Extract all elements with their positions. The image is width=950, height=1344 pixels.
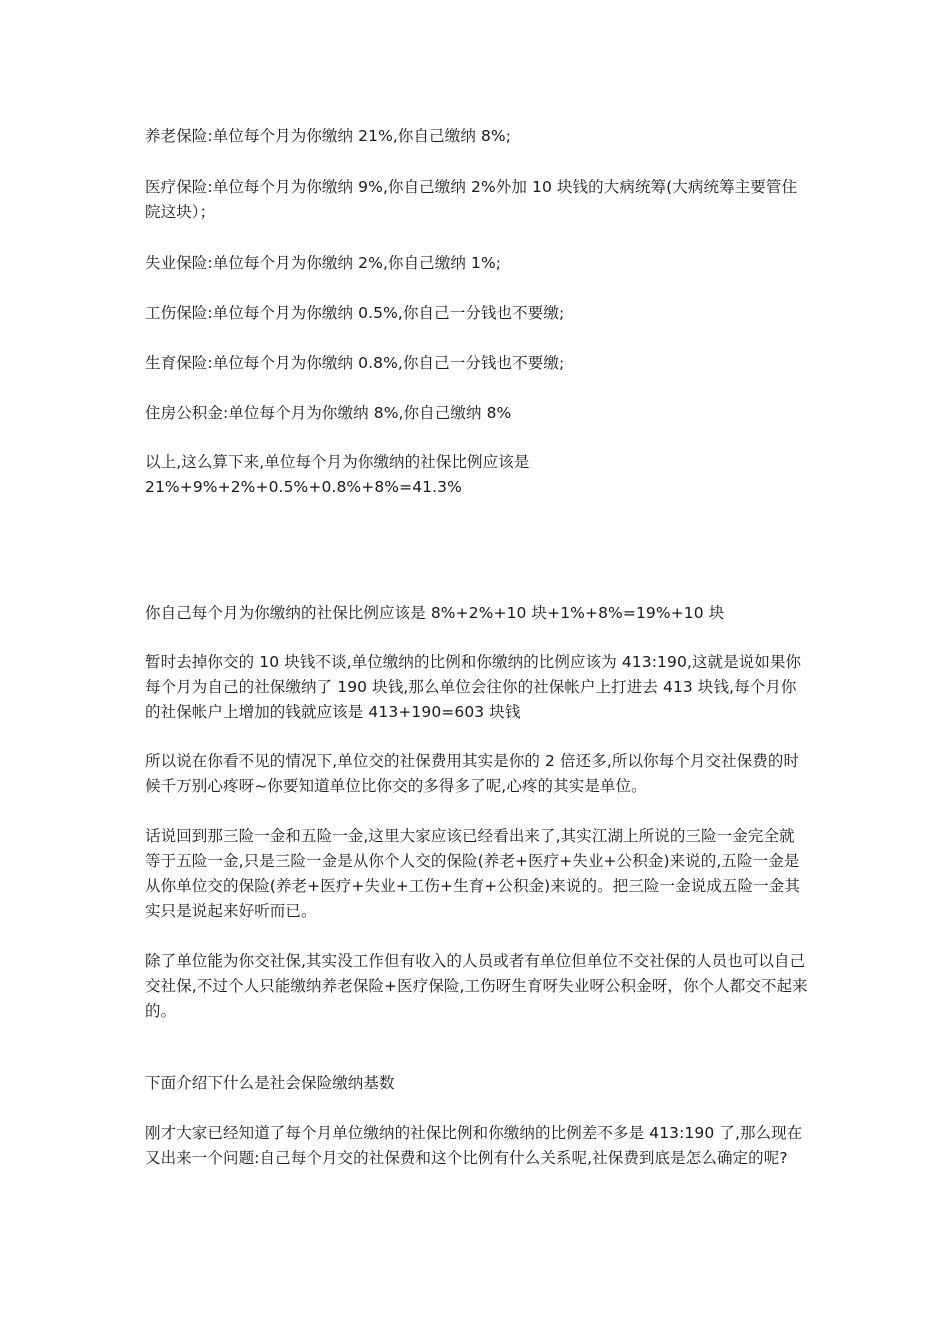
paragraph-employer-total: 以上,这么算下来,单位每个月为你缴纳的社保比例应该是 21%+9%+2%+0.5%+0.8%+8%=41.3% bbox=[145, 453, 530, 496]
paragraph-employee-total: 你自己每个月为你缴纳的社保比例应该是 8%+2%+10 块+1%+8%=19%+10 块 bbox=[145, 604, 725, 622]
paragraph-base-question: 刚才大家已经知道了每个月单位缴纳的社保比例和你缴纳的比例差不多是 413:190 了,那么现在又出来一个问题:自己每个月交的社保费和这个比例有什么关系呢,社保费到底是怎么确定的呢? bbox=[145, 1124, 803, 1167]
paragraph-unemployment-insurance: 失业保险:单位每个月为你缴纳 2%,你自己缴纳 1%; bbox=[145, 254, 502, 272]
paragraph-maternity-insurance: 生育保险:单位每个月为你缴纳 0.8%,你自己一分钱也不要缴; bbox=[145, 354, 565, 372]
paragraph-housing-fund: 住房公积金:单位每个月为你缴纳 8%,你自己缴纳 8% bbox=[145, 404, 512, 422]
paragraph-medical-insurance: 医疗保险:单位每个月为你缴纳 9%,你自己缴纳 2%外加 10 块钱的大病统筹(大病统筹主要管住院这块）； bbox=[145, 178, 798, 221]
paragraph-section-heading-base: 下面介绍下什么是社会保险缴纳基数 bbox=[145, 1074, 395, 1092]
paragraph-three-vs-five-insurances: 话说回到那三险一金和五险一金,这里大家应该已经看出来了,其实江湖上所说的三险一金完全就等于五险一金,只是三险一金是从你个人交的保险(养老+医疗+失业+公积金)来说的,五险一金是从你单位交的保险(养老+医疗+失业+工伤+生育+公积金)来说的。把三险一金说成五险一金其实只是说起来好听而已。 bbox=[145, 827, 800, 920]
paragraph-pension-insurance: 养老保险:单位每个月为你缴纳 21%,你自己缴纳 8%; bbox=[145, 127, 512, 145]
paragraph-self-paid-social-security: 除了单位能为你交社保,其实没工作但有收入的人员或者有单位但单位不交社保的人员也可以自己交社保,不过个人只能缴纳养老保险+医疗保险,工伤呀生育呀失业呀公积金呀，你个人都交不起来的。 bbox=[145, 952, 808, 1020]
paragraph-work-injury-insurance: 工伤保险:单位每个月为你缴纳 0.5%,你自己一分钱也不要缴; bbox=[145, 304, 565, 322]
paragraph-employer-pays-more: 所以说在你看不见的情况下,单位交的社保费用其实是你的 2 倍还多,所以你每个月交社保费的时候千万别心疼呀~你要知道单位比你交的多得多了呢,心疼的其实是单位。 bbox=[145, 752, 800, 795]
paragraph-ratio-explanation: 暂时去掉你交的 10 块钱不谈,单位缴纳的比例和你缴纳的比例应该为 413:190,这就是说如果你每个月为自己的社保缴纳了 190 块钱,那么单位会往你的社保帐户上打进去 413 块钱,每个月你的社保帐户上增加的钱就应该是 413+190=603 块钱 bbox=[145, 653, 802, 721]
